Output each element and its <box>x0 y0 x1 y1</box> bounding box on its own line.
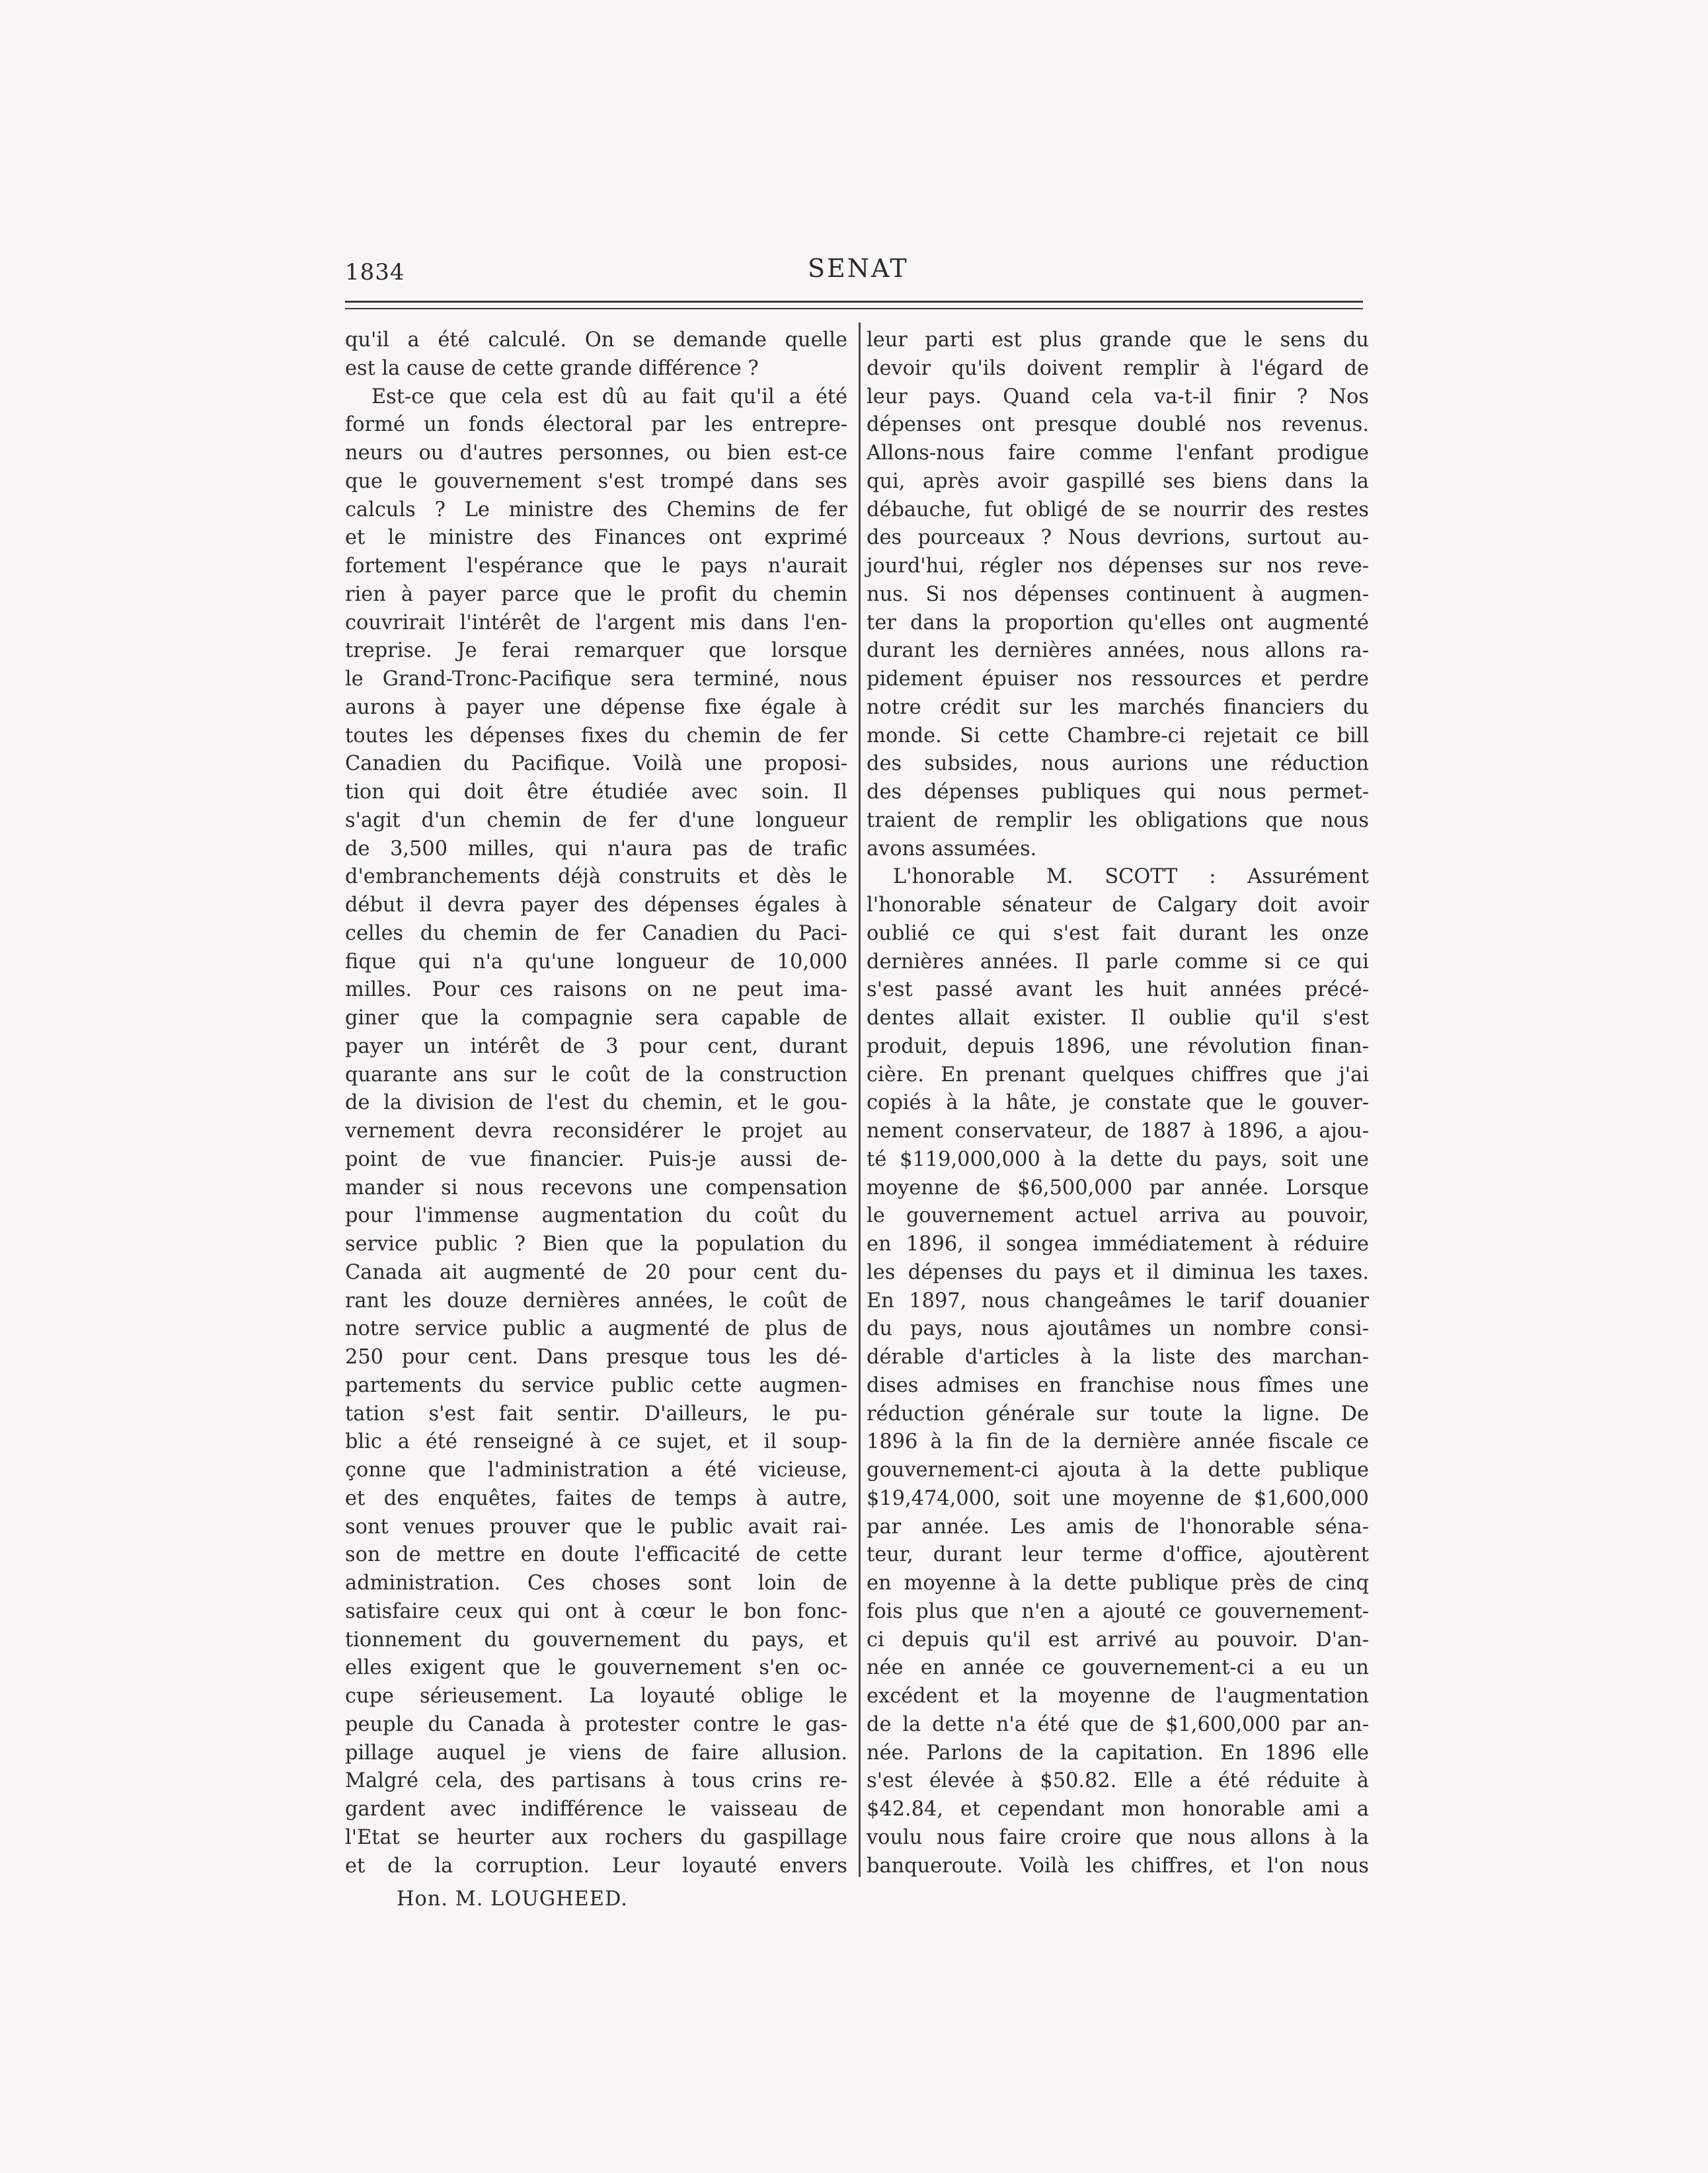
text-line: pillage auquel je viens de faire allusion. <box>345 1741 847 1765</box>
text-line: Malgré cela, des partisans à tous crins re- <box>345 1769 847 1793</box>
text-line: toutes les dépenses fixes du chemin de fer <box>345 724 847 747</box>
text-line: aurons à payer une dépense fixe égale à <box>345 695 847 719</box>
text-line: l'honorable sénateur de Calgary doit avoir <box>867 894 1369 917</box>
text-line: fique qui n'a qu'une longueur de 10,000 <box>345 950 847 973</box>
text-line: cupe sérieusement. La loyauté oblige le <box>345 1685 847 1708</box>
text-line: l'Etat se heurter aux rochers du gaspillage <box>345 1825 847 1849</box>
text-line: des pourceaux ? Nous devrions, surtout au- <box>867 526 1369 550</box>
header-rule <box>345 301 1363 303</box>
text-line: qui, après avoir gaspillé ses biens dans la <box>867 469 1369 493</box>
text-line: peuple du Canada à protester contre le gas- <box>345 1712 847 1736</box>
text-line: née en année ce gouvernement-ci a eu un <box>867 1656 1369 1680</box>
text-line: teur, durant leur terme d'office, ajoutèrent <box>867 1543 1369 1567</box>
text-line: satisfaire ceux qui ont à cœur le bon fonc- <box>345 1599 847 1623</box>
text-line: par année. Les amis de l'honorable séna- <box>867 1515 1369 1539</box>
text-line: point de vue financier. Puis-je aussi de- <box>345 1147 847 1171</box>
text-line: giner que la compagnie sera capable de <box>345 1007 847 1030</box>
speaker-tag: Hon. M. LOUGHEED. <box>397 1887 628 1911</box>
text-line: payer un intérêt de 3 pour cent, durant <box>345 1034 847 1058</box>
text-line: ci depuis qu'il est arrivé au pouvoir. D'an- <box>867 1628 1369 1652</box>
text-line: cière. En prenant quelques chiffres que j'ai <box>867 1063 1369 1086</box>
text-line: le Grand-Tronc-Pacifique sera terminé, nous <box>345 667 847 691</box>
text-line: fortement l'espérance que le pays n'aurait <box>345 554 847 578</box>
text-line: leur pays. Quand cela va-t-il finir ? Nos <box>867 385 1369 408</box>
text-line: excédent et la moyenne de l'augmentation <box>867 1685 1369 1708</box>
text-line: traient de remplir les obligations que nous <box>867 808 1369 832</box>
text-line: 1896 à la fin de la dernière année fiscale ce <box>867 1430 1369 1454</box>
text-line: banqueroute. Voilà les chiffres, et l'on nous <box>867 1854 1369 1878</box>
text-line: L'honorable M. SCOTT : Assurément <box>893 865 1369 889</box>
text-line: leur parti est plus grande que le sens du <box>867 328 1369 352</box>
text-line: treprise. Je ferai remarquer que lorsque <box>345 639 847 663</box>
text-line: est la cause de cette grande différence ? <box>345 356 759 380</box>
text-line: et le ministre des Finances ont exprimé <box>345 526 847 550</box>
text-line: service public ? Bien que la population du <box>345 1233 847 1256</box>
text-line: les dépenses du pays et il diminua les taxes. <box>867 1260 1369 1284</box>
text-line: début il devra payer des dépenses égales à <box>345 894 847 917</box>
text-line: oublié ce qui s'est fait durant les onze <box>867 921 1369 945</box>
text-line: Canadien du Pacifique. Voilà une proposi- <box>345 752 847 776</box>
text-line: mander si nous recevons une compensation <box>345 1176 847 1200</box>
text-line: tion qui doit être étudiée avec soin. Il <box>345 781 847 804</box>
text-line: et des enquêtes, faites de temps à autre, <box>345 1486 847 1510</box>
text-line: produit, depuis 1896, une révolution finan- <box>867 1034 1369 1058</box>
text-line: formé un fonds électoral par les entrepre- <box>345 413 847 437</box>
text-line: des subsides, nous aurions une réduction <box>867 752 1369 776</box>
column-divider <box>859 323 861 1877</box>
text-line: çonne que l'administration a été vicieuse, <box>345 1459 847 1482</box>
text-line: elles exigent que le gouvernement s'en oc- <box>345 1656 847 1680</box>
text-line: Est-ce que cela est dû au fait qu'il a été <box>371 385 847 408</box>
text-line: dises admises en franchise nous fîmes une <box>867 1373 1369 1397</box>
running-head: SENAT <box>808 254 909 283</box>
text-line: s'est passé avant les huit années précé- <box>867 978 1369 1002</box>
text-line: et de la corruption. Leur loyauté envers <box>345 1854 847 1878</box>
text-line: Allons-nous faire comme l'enfant prodigue <box>867 441 1369 465</box>
page-number: 1834 <box>345 259 405 286</box>
text-line: monde. Si cette Chambre-ci rejetait ce bill <box>867 724 1369 747</box>
text-line: de la dette n'a été que de $1,600,000 par an- <box>867 1712 1369 1736</box>
text-line: en moyenne à la dette publique près de cinq <box>867 1572 1369 1595</box>
text-line: copiés à la hâte, je constate que le gouver- <box>867 1091 1369 1115</box>
text-line: quarante ans sur le coût de la construction <box>345 1063 847 1086</box>
text-line: fois plus que n'en a ajouté ce gouvernement- <box>867 1599 1369 1623</box>
text-line: dentes allait exister. Il oublie qu'il s'est <box>867 1007 1369 1030</box>
text-line: nement conservateur, de 1887 à 1896, a ajou- <box>867 1120 1369 1143</box>
text-line: sont venues prouver que le public avait rai- <box>345 1515 847 1539</box>
text-line: Canada ait augmenté de 20 pour cent du- <box>345 1260 847 1284</box>
text-line: $19,474,000, soit une moyenne de $1,600,000 <box>867 1486 1369 1510</box>
text-line: des dépenses publiques qui nous permet- <box>867 781 1369 804</box>
text-line: le gouvernement actuel arriva au pouvoir, <box>867 1204 1369 1228</box>
text-line: ter dans la proportion qu'elles ont augmenté <box>867 611 1369 634</box>
text-line: neurs ou d'autres personnes, ou bien est-ce <box>345 441 847 465</box>
text-line: milles. Pour ces raisons on ne peut ima- <box>345 978 847 1002</box>
text-line: qu'il a été calculé. On se demande quelle <box>345 328 847 352</box>
text-line: celles du chemin de fer Canadien du Paci- <box>345 921 847 945</box>
text-line: tionnement du gouvernement du pays, et <box>345 1628 847 1652</box>
text-line: avons assumées. <box>867 837 1037 860</box>
text-line: vernement devra reconsidérer le projet au <box>345 1120 847 1143</box>
text-line: couvrirait l'intérêt de l'argent mis dans l'en- <box>345 611 847 634</box>
text-line: dernières années. Il parle comme si ce qui <box>867 950 1369 973</box>
text-line: gouvernement-ci ajouta à la dette publique <box>867 1459 1369 1482</box>
text-line: 250 pour cent. Dans presque tous les dé- <box>345 1346 847 1369</box>
text-line: té $119,000,000 à la dette du pays, soit une <box>867 1147 1369 1171</box>
text-line: $42.84, et cependant mon honorable ami a <box>867 1798 1369 1821</box>
text-line: notre crédit sur les marchés financiers du <box>867 695 1369 719</box>
text-line: administration. Ces choses sont loin de <box>345 1572 847 1595</box>
text-line: de la division de l'est du chemin, et le gou- <box>345 1091 847 1115</box>
text-line: notre service public a augmenté de plus de <box>345 1317 847 1341</box>
text-line: débauche, fut obligé de se nourrir des restes <box>867 498 1369 521</box>
text-line: devoir qu'ils doivent remplir à l'égard de <box>867 356 1369 380</box>
text-line: en 1896, il songea immédiatement à réduire <box>867 1233 1369 1256</box>
text-line: rien à payer parce que le profit du chemin <box>345 582 847 606</box>
text-line: gardent avec indifférence le vaisseau de <box>345 1798 847 1821</box>
text-line: durant les dernières années, nous allons ra- <box>867 639 1369 663</box>
text-line: partements du service public cette augmen- <box>345 1373 847 1397</box>
text-line: réduction générale sur toute la ligne. De <box>867 1402 1369 1426</box>
text-line: que le gouvernement s'est trompé dans ses <box>345 469 847 493</box>
text-line: blic a été renseigné à ce sujet, et il soup- <box>345 1430 847 1454</box>
text-line: de 3,500 milles, qui n'aura pas de trafic <box>345 837 847 860</box>
text-line: dépenses ont presque doublé nos revenus. <box>867 413 1369 437</box>
text-line: d'embranchements déjà construits et dès le <box>345 865 847 889</box>
text-line: nus. Si nos dépenses continuent à augmen- <box>867 582 1369 606</box>
text-line: née. Parlons de la capitation. En 1896 elle <box>867 1741 1369 1765</box>
text-line: s'est élevée à $50.82. Elle a été réduite à <box>867 1769 1369 1793</box>
left-column <box>345 326 847 1880</box>
text-line: s'agit d'un chemin de fer d'une longueur <box>345 808 847 832</box>
text-line: du pays, nous ajoutâmes un nombre consi- <box>867 1317 1369 1341</box>
text-line: dérable d'articles à la liste des marchan- <box>867 1346 1369 1369</box>
text-line: voulu nous faire croire que nous allons à la <box>867 1825 1369 1849</box>
header-rule <box>345 308 1363 309</box>
right-column <box>867 326 1369 1880</box>
text-line: rant les douze dernières années, le coût de <box>345 1289 847 1313</box>
text-line: jourd'hui, régler nos dépenses sur nos reve- <box>867 554 1369 578</box>
text-line: pour l'immense augmentation du coût du <box>345 1204 847 1228</box>
text-line: tation s'est fait sentir. D'ailleurs, le pu- <box>345 1402 847 1426</box>
text-line: calculs ? Le ministre des Chemins de fer <box>345 498 847 521</box>
text-line: moyenne de $6,500,000 par année. Lorsque <box>867 1176 1369 1200</box>
text-line: son de mettre en doute l'efficacité de cette <box>345 1543 847 1567</box>
text-line: En 1897, nous changeâmes le tarif douanier <box>867 1289 1369 1313</box>
text-line: pidement épuiser nos ressources et perdre <box>867 667 1369 691</box>
